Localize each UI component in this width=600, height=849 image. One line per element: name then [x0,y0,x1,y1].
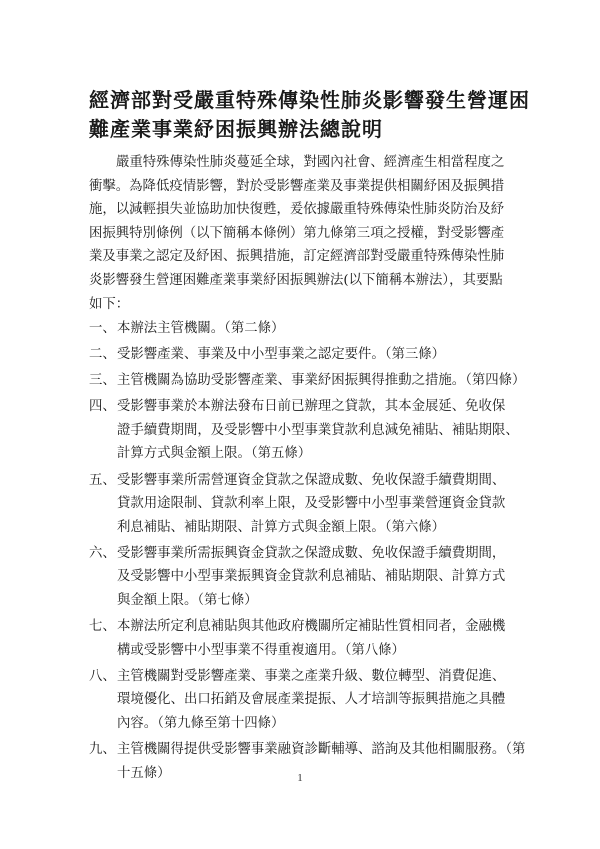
item-line: 十五條） [117,765,171,781]
item-line: 受影響事業於本辦法發布日前已辦理之貸款，其本金展延、免收保 [117,399,506,415]
item-line: 主管機關得提供受影響事業融資診斷輔導、諮詢及其他相關服務。（第 [117,742,526,758]
item-number: 八、 [89,668,116,684]
page-number: 1 [297,772,303,784]
item-number: 六、 [89,545,116,561]
item-number: 三、 [89,373,116,389]
list-item [89,343,535,367]
intro-line: 炎影響發生營運困難產業事業紓困振興辦法(以下簡稱本辦法），其要點 [89,272,503,288]
item-number: 七、 [89,619,116,635]
item-line: 構或受影響中小型事業不得重複適用。（第八條） [117,642,405,658]
item-line: 本辦法所定利息補貼與其他政府機關所定補貼性質相同者，金融機 [117,619,506,635]
document-title [89,86,539,144]
item-line: 受影響產業、事業及中小型事業之認定要件。（第三條） [117,347,446,363]
item-line: 環境優化、出口拓銷及會展產業提振、人才培訓等振興措施之具體 [117,692,506,708]
intro-line: 困振興特別條例（以下簡稱本條例）第九條第三項之授權，對受影響產 [89,225,505,241]
list-item [89,369,535,393]
list-item [89,615,535,662]
item-number: 九、 [89,742,116,758]
item-number: 一、 [89,321,116,336]
key-points-list [89,317,535,788]
item-line: 及受影響中小型事業振興資金貸款利息補貼、補貼期限、計算方式 [117,569,506,585]
item-line: 計算方式與金額上限。（第五條） [117,446,312,462]
item-line: 本辦法主管機關。（第二條） [117,321,285,336]
list-item [89,317,535,341]
intro-line: 嚴重特殊傳染性肺炎蔓延全球，對國內社會、經濟產生相當程度之 [116,155,505,170]
list-item [89,395,535,466]
intro-paragraph [89,151,531,316]
item-line: 與金額上限。（第七條） [117,593,258,609]
item-line: 主管機關為協助受影響產業、事業紓困振興得推動之措施。（第四條） [117,373,526,389]
intro-line: 如下： [89,296,130,312]
intro-line: 衝擊。為降低疫情影響，對於受影響產業及事業提供相關紓困及振興措 [89,178,505,194]
title-line: 難產業事業紓困振興辦法總說明 [89,117,383,141]
list-item [89,665,535,736]
intro-line: 施，以減輕損失並協助加快復甦，爰依據嚴重特殊傳染性肺炎防治及紓 [89,202,505,218]
list-item [89,542,535,613]
item-line: 利息補貼、補貼期限、計算方式與金額上限。（第六條） [117,519,446,535]
item-number: 五、 [89,472,116,488]
list-item [89,469,535,540]
item-line: 受影響事業所需振興資金貸款之保證成數、免收保證手續費期間， [117,545,506,561]
title-line: 經濟部對受嚴重特殊傳染性肺炎影響發生營運困 [89,88,530,112]
item-line: 貸款用途限制、貸款利率上限，及受影響中小型事業營運資金貸款 [117,496,506,512]
item-number: 四、 [89,399,116,415]
item-number: 二、 [89,347,116,363]
item-line: 證手續費期間，及受影響中小型事業貸款利息減免補貼、補貼期限、 [117,422,519,438]
item-line: 主管機關對受影響產業、事業之產業升級、數位轉型、消費促進、 [117,668,506,684]
intro-line: 業及事業之認定及紓困、振興措施，訂定經濟部對受嚴重特殊傳染性肺 [89,249,505,265]
item-line: 內容。（第九條至第十四條） [117,716,285,731]
item-line: 受影響事業所需營運資金貸款之保證成數、免收保證手續費期間、 [117,472,506,488]
